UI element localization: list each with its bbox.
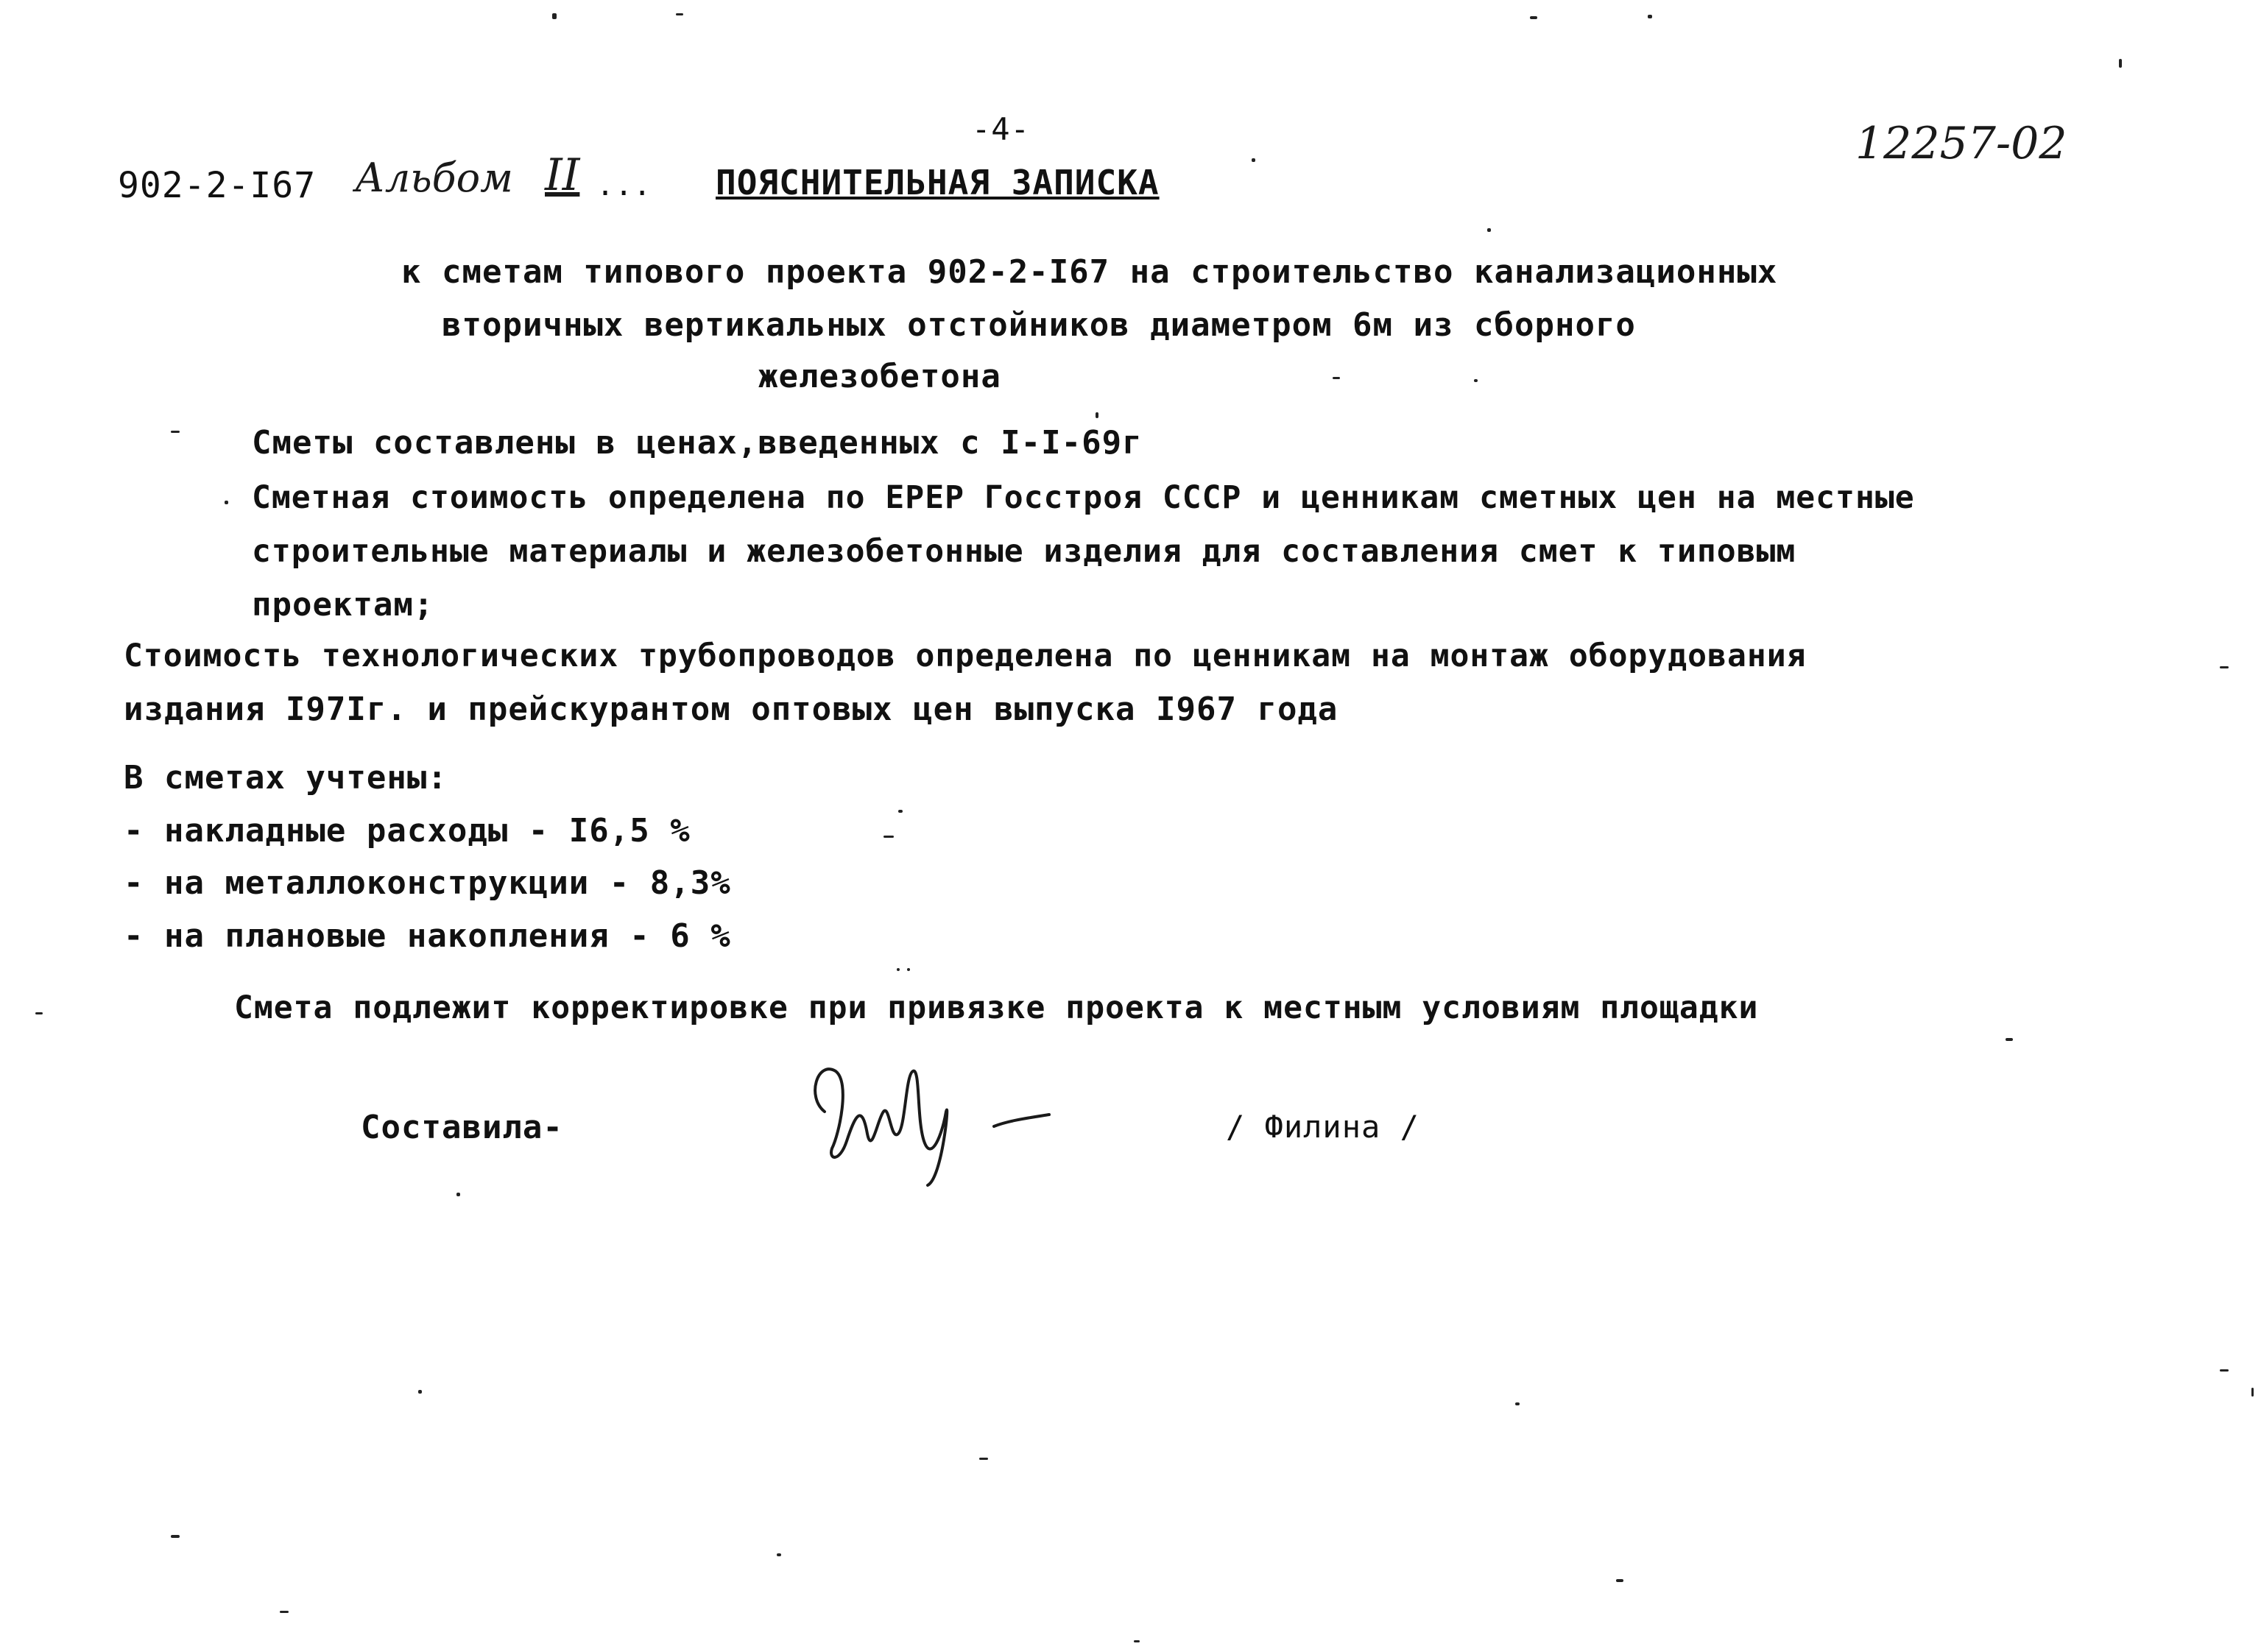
scan-speck (676, 13, 683, 15)
scan-speck (1648, 15, 1652, 18)
scan-speck (1252, 158, 1255, 162)
scan-speck (171, 1535, 180, 1538)
scan-speck (1096, 412, 1098, 418)
scan-speck (171, 431, 180, 433)
scan-speck (1134, 1640, 1140, 1642)
archive-number: 12257-02 (1855, 118, 2067, 169)
scan-speck (898, 810, 903, 813)
scan-speck (1487, 228, 1491, 232)
paragraph-estimate-line-1: Сметная стоимость определена по ЕРЕР Госстроя СССР и ценникам сметных цен на местные (252, 479, 1915, 516)
scan-speck (2220, 666, 2229, 668)
subtitle-line-1: к сметам типового проекта 902-2-I67 на строительство канализационных (401, 253, 1778, 291)
album-dots: ... (596, 169, 652, 202)
page-number: -4- (972, 111, 1030, 147)
scan-speck (883, 836, 894, 838)
included-item-metal: - на металлоконструкции - 8,3% (124, 864, 731, 902)
closing-note: Смета подлежит корректировке при привязке проекта к местным условиям площадки (234, 989, 1759, 1026)
scan-speck (2006, 1038, 2013, 1041)
scan-speck (1474, 379, 1478, 382)
paragraph-estimate-line-3: проектам; (252, 586, 434, 624)
signature (795, 1031, 1060, 1200)
scan-speck (907, 968, 910, 971)
compiled-label: Составила- (361, 1109, 563, 1146)
scan-speck (2220, 1369, 2229, 1372)
scan-speck (225, 501, 228, 504)
scan-speck (418, 1390, 422, 1394)
paragraph-prices: Сметы составлены в ценах,введенных с I-I-69г (252, 424, 1143, 462)
document-title: ПОЯСНИТЕЛЬНАЯ ЗАПИСКА (716, 163, 1160, 202)
scan-speck (979, 1458, 988, 1460)
scan-speck (456, 1193, 460, 1196)
subtitle-line-3: железобетона (758, 358, 1001, 395)
scan-speck (552, 13, 557, 19)
paragraph-pipelines-line-1: Стоимость технологических трубопроводов определена по ценникам на монтаж оборудования (124, 638, 1807, 674)
scan-speck (1530, 16, 1537, 19)
paragraph-estimate-line-2: строительные материалы и железобетонные изделия для составления смет к типовым (252, 533, 1796, 570)
scan-speck (1333, 377, 1340, 379)
doc-code: 902-2-I67 (118, 165, 317, 206)
paragraph-pipelines-line-2: издания I97Iг. и прейскурантом оптовых цен выпуска I967 года (124, 691, 1338, 728)
album-number: II (545, 149, 580, 201)
scan-speck (1616, 1579, 1623, 1582)
scan-speck (2119, 59, 2122, 68)
album-label: Альбом (355, 155, 513, 201)
scan-speck (280, 1611, 289, 1613)
included-item-overhead: - накладные расходы - I6,5 % (124, 812, 691, 850)
compiler-name: / Филина / (1226, 1109, 1419, 1145)
included-heading: В сметах учтены: (124, 759, 448, 797)
included-item-savings: - на плановые накопления - 6 % (124, 917, 731, 955)
scan-speck (1515, 1402, 1520, 1405)
scan-speck (35, 1012, 43, 1014)
scan-speck (2251, 1388, 2254, 1397)
subtitle-line-2: вторичных вертикальных отстойников диаметром 6м из сборного (442, 306, 1636, 344)
scan-speck (897, 968, 900, 971)
scan-speck (777, 1553, 781, 1556)
